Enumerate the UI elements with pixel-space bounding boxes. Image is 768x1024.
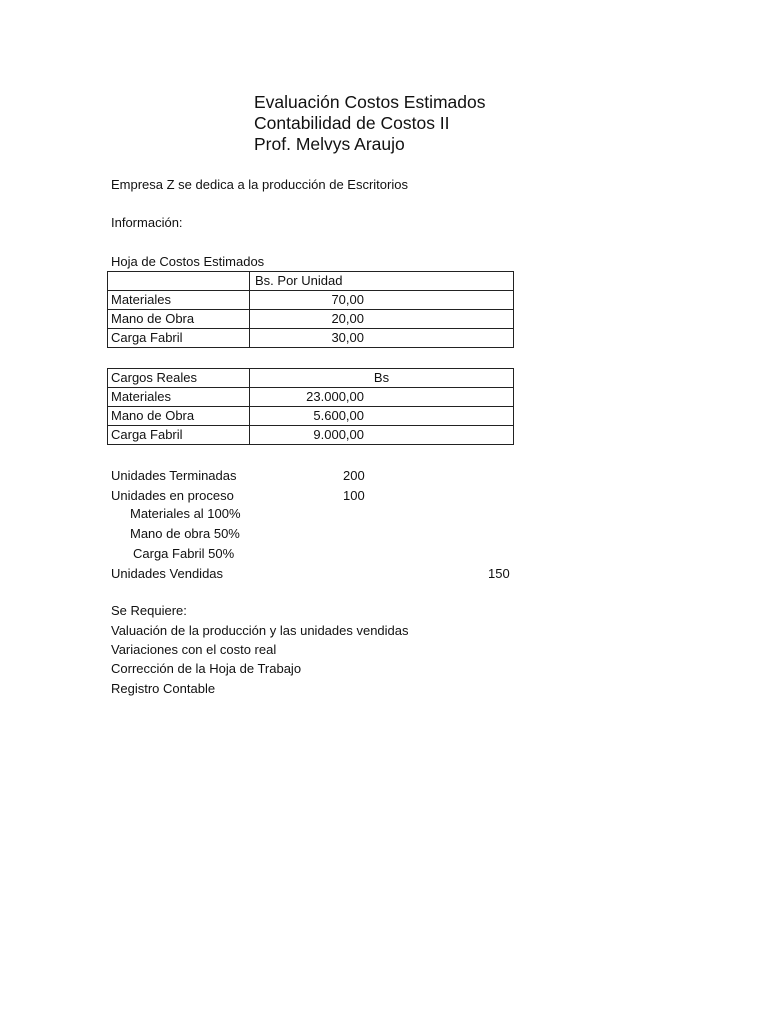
sold-units-label: Unidades Vendidas xyxy=(111,566,224,581)
row-value: 5.600,00 xyxy=(250,407,514,426)
table-row xyxy=(108,388,514,407)
in-process-units-value: 100 xyxy=(343,488,365,503)
requirement-item: Corrección de la Hoja de Trabajo xyxy=(111,661,302,676)
row-label: Materiales xyxy=(108,388,250,407)
intro-text: Empresa Z se dedica a la producción de Escritorios xyxy=(111,177,408,192)
table-header-cell: Cargos Reales xyxy=(108,369,250,388)
table-row xyxy=(108,310,514,329)
table-row xyxy=(108,426,514,445)
finished-units-value: 200 xyxy=(343,468,365,483)
overhead-percent: Carga Fabril 50% xyxy=(133,546,235,561)
info-label: Información: xyxy=(111,215,183,230)
table-row xyxy=(108,329,514,348)
table-header-cell: Bs. Por Unidad xyxy=(250,272,514,291)
estimated-costs-table xyxy=(107,271,514,348)
table-row xyxy=(108,407,514,426)
table-header-row xyxy=(108,369,514,388)
table-header-cell xyxy=(108,272,250,291)
row-value: 23.000,00 xyxy=(250,388,514,407)
row-label: Mano de Obra xyxy=(108,407,250,426)
labor-percent: Mano de obra 50% xyxy=(130,526,240,541)
requirement-item: Variaciones con el costo real xyxy=(111,642,277,657)
row-value: 9.000,00 xyxy=(250,426,514,445)
in-process-units-label: Unidades en proceso xyxy=(111,488,234,503)
row-value: 70,00 xyxy=(250,291,514,310)
title-line-3: Prof. Melvys Araujo xyxy=(254,134,405,154)
title-line-1: Evaluación Costos Estimados xyxy=(254,92,486,112)
title-line-2: Contabilidad de Costos II xyxy=(254,113,450,133)
table-header-row xyxy=(108,272,514,291)
row-label: Carga Fabril xyxy=(108,329,250,348)
estimated-sheet-caption: Hoja de Costos Estimados xyxy=(111,254,265,269)
sold-units-value: 150 xyxy=(488,566,510,581)
requirements-label: Se Requiere: xyxy=(111,603,187,618)
materials-percent: Materiales al 100% xyxy=(130,506,241,521)
document-title xyxy=(254,92,486,155)
row-label: Materiales xyxy=(108,291,250,310)
actual-charges-table xyxy=(107,368,514,445)
row-label: Mano de Obra xyxy=(108,310,250,329)
table-row xyxy=(108,291,514,310)
row-label: Carga Fabril xyxy=(108,426,250,445)
row-value: 20,00 xyxy=(250,310,514,329)
row-value: 30,00 xyxy=(250,329,514,348)
requirement-item: Registro Contable xyxy=(111,681,216,696)
requirement-item: Valuación de la producción y las unidades vendidas xyxy=(111,623,409,638)
table-header-cell: Bs xyxy=(250,369,514,388)
finished-units-label: Unidades Terminadas xyxy=(111,468,237,483)
